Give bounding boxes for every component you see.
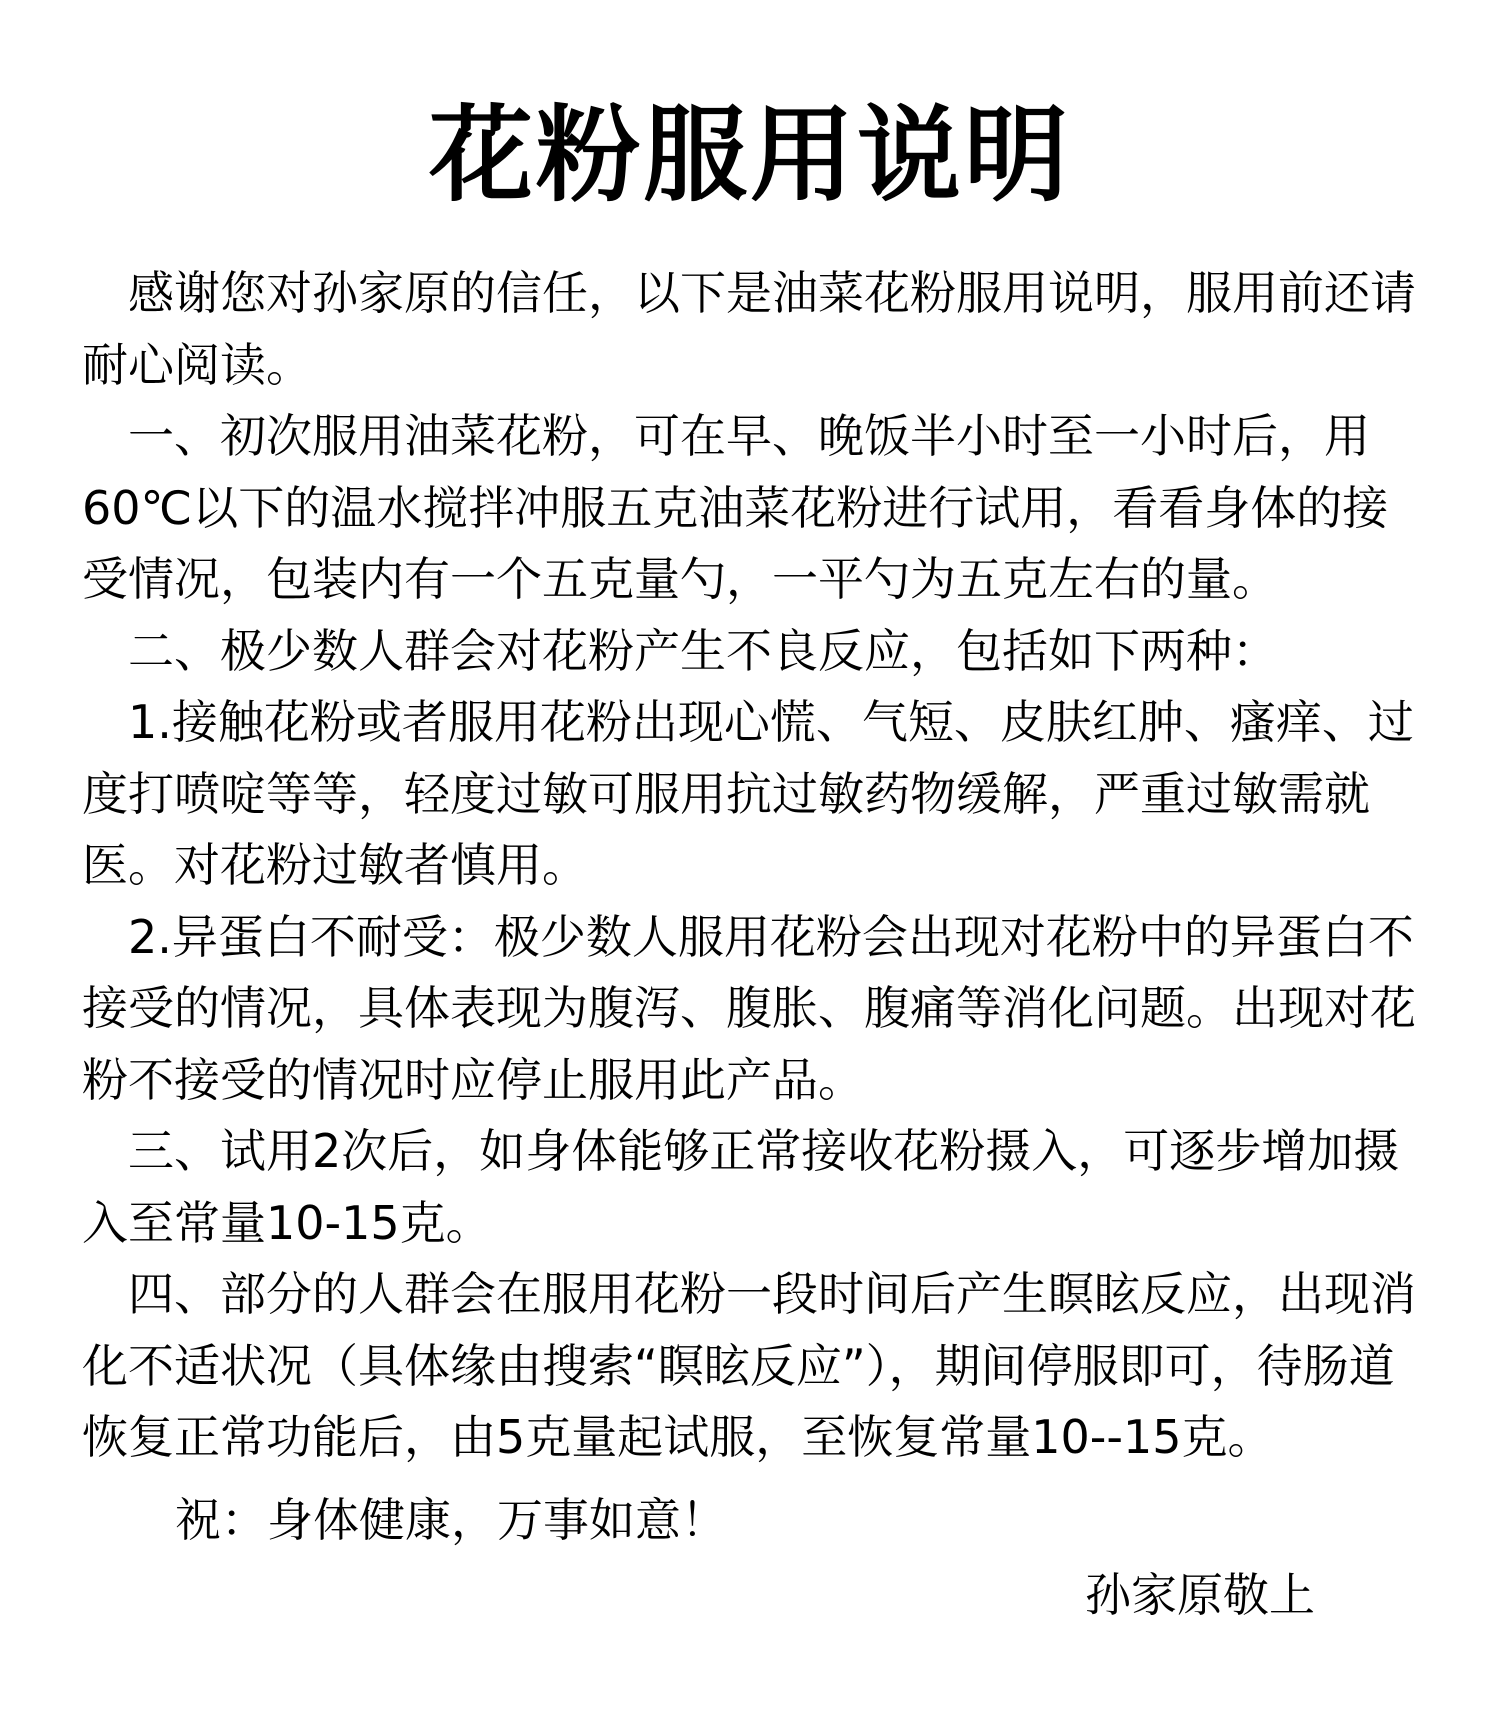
reaction-item-1: 1.接触花粉或者服用花粉出现心慌、气短、皮肤红肿、瘙痒、过度打喷啶等等，轻度过敏可服用抗过敏药物缓解，严重过敏需就医。对花粉过敏者慎用。 [82,695,1414,892]
section-two-paragraph: 二、极少数人群会对花粉产生不良反应，包括如下两种： [128,623,1278,678]
signature: 孙家原敬上 [1085,1568,1315,1622]
section-four-paragraph: 四、部分的人群会在服用花粉一段时间后产生瞑眩反应，出现消化不适状况（具体缘由搜索“瞑眩反应”），期间停服即可，待肠道恢复正常功能后，由5克量起试服，至恢复常量10--15克。 [82,1267,1416,1464]
closing-wishes: 祝：身体健康，万事如意！ [175,1493,727,1547]
reaction-item-2: 2.异蛋白不耐受：极少数人服用花粉会出现对花粉中的异蛋白不接受的情况，具体表现为腹泻、腹胀、腹痛等消化问题。出现对花粉不接受的情况时应停止服用此产品。 [82,909,1416,1107]
document-body [82,258,1422,1474]
document-title: 花粉服用说明 [428,94,1071,216]
section-three-paragraph: 三、试用2次后，如身体能够正常接收花粉摄入，可逐步增加摄入至常量10-15克。 [82,1124,1400,1250]
intro-paragraph: 感谢您对孙家原的信任，以下是油菜花粉服用说明，服用前还请耐心阅读。 [82,266,1416,392]
section-one-paragraph: 一、初次服用油菜花粉，可在早、晚饭半小时至一小时后，用60℃以下的温水搅拌冲服五克油菜花粉进行试用，看看身体的接受情况，包装内有一个五克量勺，一平勺为五克左右的量。 [82,409,1389,606]
